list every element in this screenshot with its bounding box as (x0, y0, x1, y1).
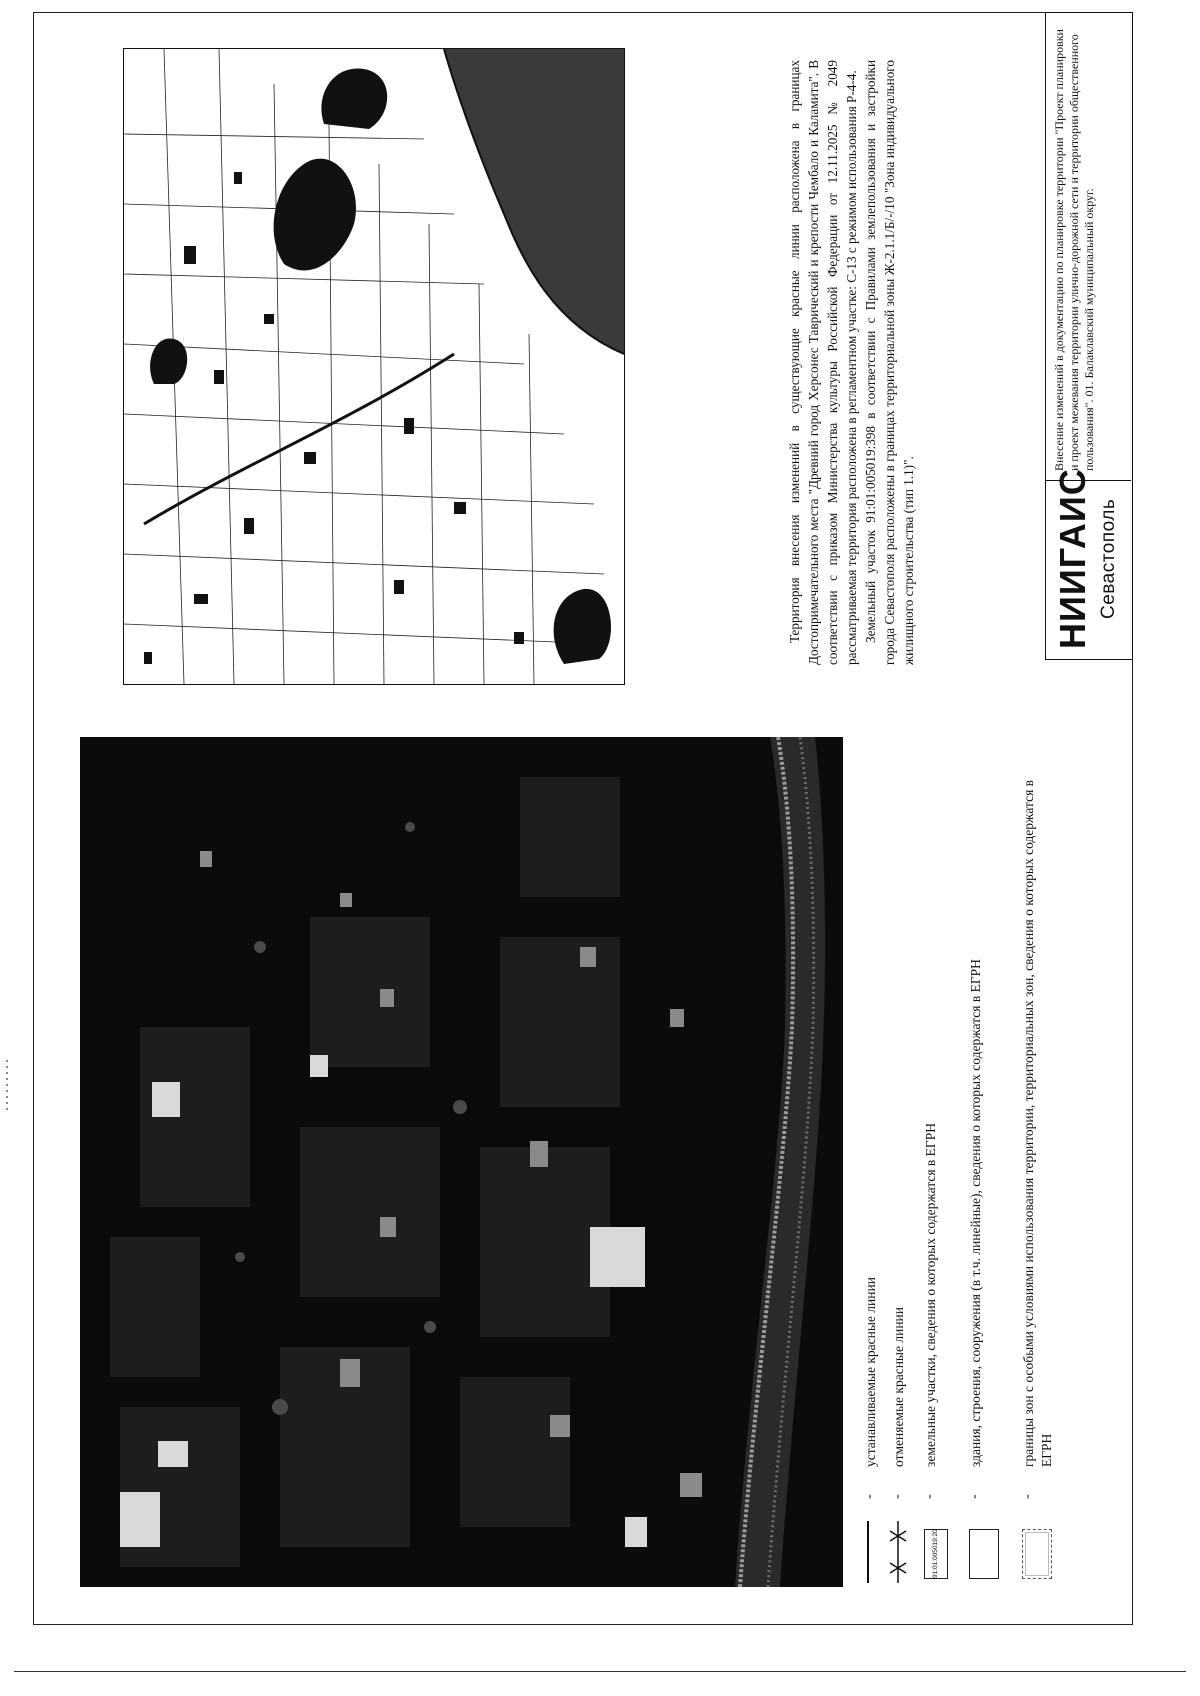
overview-map (123, 48, 625, 685)
legend-label: отменяемые красные линии (891, 1306, 906, 1467)
legend-label: границы зон с особыми условиями использования территории, территориальных зон, сведения о которых содержатся в ЕГРН (1021, 779, 1054, 1467)
legend-label: устанавливаемые красные линии (863, 1277, 878, 1467)
legend-dash: - (1020, 1494, 1035, 1499)
rotated-sheet (33, 12, 1133, 1625)
org-city: Севастополь (1098, 498, 1119, 619)
land-plot-symbol (918, 1517, 958, 1587)
aerial-photo-graphic (80, 737, 843, 1587)
aerial-photo (80, 737, 843, 1587)
legend-dash: - (890, 1494, 905, 1499)
legend-item-special-zones (1016, 737, 1056, 1587)
description-text (785, 60, 918, 665)
org-name: НИИГАИС (1052, 468, 1093, 649)
legend-dash: - (967, 1494, 982, 1499)
zone-boundary-symbol (1016, 1517, 1056, 1587)
land-plot-code: 91:01:005019:20 (924, 1529, 948, 1579)
legend-dash: - (922, 1494, 937, 1499)
legend-item-buildings (963, 737, 1003, 1587)
legend-label: здания, строения, сооружения (в т.ч. линейные), сведения о которых содержатся в ЕГРН (968, 959, 983, 1467)
page-bottom-rule (14, 1671, 1186, 1672)
overview-map-graphic (124, 49, 624, 684)
legend-item-land-plots (918, 737, 958, 1587)
title-block (1045, 12, 1133, 660)
building-symbol (963, 1517, 1003, 1587)
legend-label: земельные участки, сведения о которых содержатся в ЕГРН (923, 1123, 938, 1467)
description-paragraph: Земельный участок 91:01:005019:398 в соответствии с Правилами землепользования и застройки города Севастополя расположены в границах территориальной зоны Ж-2.1.1/Б/-/10 "Зона индивидуального жилищного строительства (тип 1.1)". (863, 60, 916, 665)
legend (858, 737, 1088, 1587)
scan-artifact (6, 1060, 8, 1110)
document-title: Внесение изменений в документацию по планировке территории "Проект планировки и проект межевания территории улично-дорожной сети и территории общественного пользования". 01. Балаклавский муниципальный округ. (1052, 29, 1096, 471)
legend-dash: - (862, 1494, 877, 1499)
description-paragraph: Территория внесения изменений в существующие красные линии расположена в границах Достопримечательного места "Древний город Херсонес Таврический и крепости Чембало и Каламита". В соответствии с приказом Министерства культуры Российской Федерации от 12.11.2025 № 2049 рассматриваемая территория расположена в регламентном участке: С-13 с режимом использования Р-4-4. (787, 60, 859, 665)
org-logo (1046, 468, 1131, 659)
